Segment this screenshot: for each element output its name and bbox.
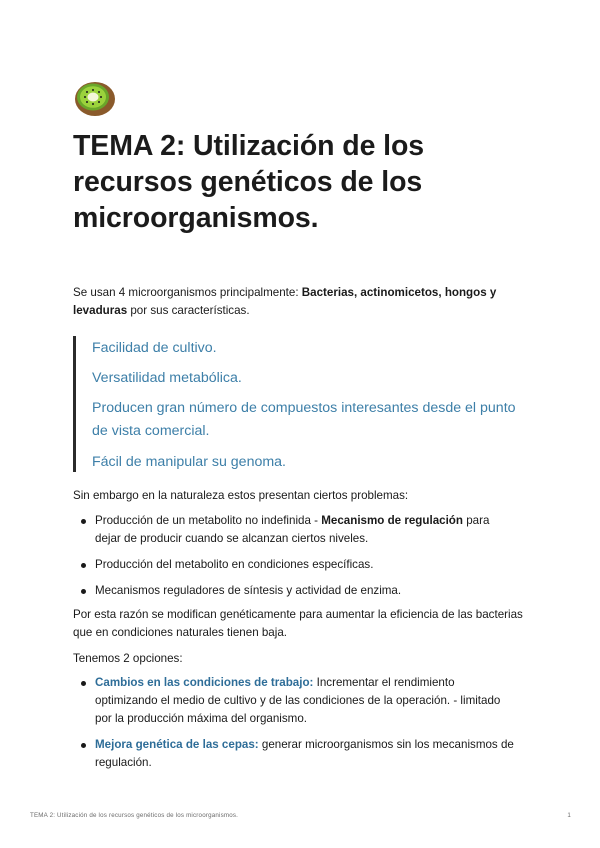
list-item-bold: Mecanismo de regulación <box>321 514 463 527</box>
option-text: Incrementar el rendimiento optimizando el medio de cultivo y de las condiciones de la operación. - limitado por la producción máxima del organismo. <box>95 676 501 725</box>
problems-list <box>78 512 518 600</box>
page-footer <box>0 812 600 824</box>
page-title: TEMA 2: Utilización de los recursos genéticos de los microorganismos. <box>73 130 425 234</box>
option-highlight: Cambios en las condiciones de trabajo: <box>95 676 314 689</box>
footer-title: TEMA 2: Utilización de los recursos genéticos de los microorganismos. <box>30 812 239 819</box>
characteristics-quote <box>73 336 516 472</box>
quote-item: Producen gran número de compuestos interesantes desde el punto de vista comercial. <box>92 400 516 439</box>
page-number: 1 <box>567 812 571 819</box>
intro-text-end: por sus características. <box>127 304 250 317</box>
list-item-text: Producción de un metabolito no indefinida - <box>95 514 322 527</box>
reason-paragraph: Por esta razón se modifican genéticamente para aumentar la eficiencia de las bacterias que en condiciones naturales tienen baja. <box>73 608 523 639</box>
list-item: Mecanismos reguladores de síntesis y actividad de enzima. <box>78 582 518 600</box>
intro-bold: Bacterias, actinomicetos, hongos y levaduras <box>73 286 497 317</box>
list-item <box>78 512 518 548</box>
options-intro: Tenemos 2 opciones: <box>73 652 183 665</box>
intro-paragraph <box>73 284 533 320</box>
list-item <box>78 674 518 728</box>
quote-item: Versatilidad metabólica. <box>92 370 242 386</box>
list-item <box>78 736 518 772</box>
quote-item: Facilidad de cultivo. <box>92 340 217 356</box>
intro-text: Se usan 4 microorganismos principalmente: <box>73 286 302 299</box>
option-highlight: Mejora genética de las cepas: <box>95 738 259 751</box>
quote-item: Fácil de manipular su genoma. <box>92 454 286 470</box>
list-item-text-end: para dejar de producir cuando se alcanzan ciertos niveles. <box>95 514 490 545</box>
options-list <box>78 674 518 772</box>
problems-intro: Sin embargo en la naturaleza estos presentan ciertos problemas: <box>73 489 409 502</box>
list-item: Producción del metabolito en condiciones específicas. <box>78 556 518 574</box>
kiwi-fruit-icon <box>74 79 116 117</box>
option-text: generar microorganismos sin los mecanismos de regulación. <box>95 738 514 769</box>
